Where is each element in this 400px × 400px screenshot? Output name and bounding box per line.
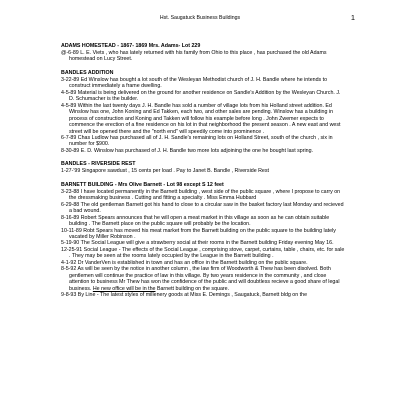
entry: 4-5-89 Within the last twenty days J. H. Bandle has sold a number of village lots from his Holland street addition. Ed Winslow has one, John Koning and Ed Takken, each two, and other sales are pending. Winslow has a building in process of construction and Koning and Takken will follow his example before long . John Zwemer expects to commence the erection of a fine residence on his lot in that neighborhood the present season . A new east and west street will be opened there and the "north end" will speedily come into prominence . (61, 102, 341, 135)
entry: 8-5-92 As will be seen by the notice in another column , the law firm of Woodworth & Thew has been disolved. Both gentlemen will continue the practice of law in this village. By two years residence in the community , and close attention to business Mr Thew has won the confidence of the public and will doubtless recieve a good share of legal business. He new office will be in the Barnett building on the square. (61, 266, 340, 292)
section-bandles-riverside-rest (61, 161, 346, 174)
section-title: BANDLES - RIVERSIDE REST (61, 161, 136, 168)
entry: 1-27-'99 Singapore sawdust , 15 cents per load . Pay to Janet B. Bandle , Riverside Rest (61, 168, 270, 175)
entry: 6-29-88 The old gentleman Barnett got his hand to close to a circular saw in the basket factory last Monday and recieved a bad wound. (61, 201, 344, 215)
underlined-text: He new office will be in the (92, 285, 156, 292)
section-barnett-building (61, 182, 346, 299)
entry: @-6-89 L. E. Viets , who has lately returned with his family from Ohio to this place , has purchased the old Adams homestead on Lucy Street. (61, 50, 327, 63)
entry: 3-22-89 Ed Winslow has bought a lot south of the Wesleyan Methodist church of J. H. Bandle where he intends to construct immediately a frame dwelling. (61, 76, 328, 90)
entry: 4-5-89 Material is being delivered on the ground for another residence on Sandle's Addition by the Wesleyan Church. J. D. Schumacher is the builder. (61, 89, 341, 103)
entry: 8-16-89 Robert Spears announces that he will open a meat market in this village as soon as he can obtain suitable building . The Barnett place on the public square will probably be the location. (61, 214, 330, 228)
entry: 3-23-88 I have located permanently in the Barnett building , west side of the public square , where I propose to carry on the dressmaking business . Cutting and fitting a specialty . Miss Emma Hubbard (61, 188, 341, 202)
entry: 10-11-89 Robt Spears has moved his meat market from the Barnett building on the public square to the building lately vacated by Miller Robinson . (61, 227, 336, 240)
entry: 8-30-89 E. D. Winslow has purchased of J. H. Bandle two more lots adjoining the one he bought last spring. (61, 147, 314, 154)
running-header: Hst. Saugatuck Business Buildings (159, 15, 241, 21)
entry: 9-8-93 By Line - The latest styles of millenery goods at Miss E. Demings , Saugatuck, Barnett bldg on the (61, 292, 308, 299)
entry: 4-1-92 Dr VanderVen is established in town and has an office in the Barnett building on the public square. (61, 259, 308, 266)
entry: 12-25-91 Social League - The effects of the Social League , comprising stove, carpet, curtains, table , chairs, etc. for sale . They may be seen at the rooms lately occupied by the League in the Barnett building . (61, 246, 345, 260)
section-bandles-addition (61, 70, 346, 154)
section-title: BARNETT BUILDING - Mrs Olive Barnett - Lot 98 except S 12 feet (61, 181, 224, 188)
page-number: 1 (350, 13, 355, 22)
section-title: ADAMS HOMESTEAD - 1867- 1869 Mrs. Adams- Lot 229 (61, 43, 201, 49)
section-adams-homestead (61, 43, 346, 63)
page-header (0, 14, 400, 24)
document-body (61, 43, 346, 299)
section-title: BANDLES ADDITION (61, 69, 114, 76)
entry: 5-19-90 The Social League will give a strawberry social at their rooms in the Barnett building Friday evening May 16. (61, 240, 334, 247)
entry: 6-7-89 Chas Ludlow has purchased all of J. H. Sandle's remaining lots on Holland Street, south of the church , six in number for $900. (61, 134, 333, 148)
